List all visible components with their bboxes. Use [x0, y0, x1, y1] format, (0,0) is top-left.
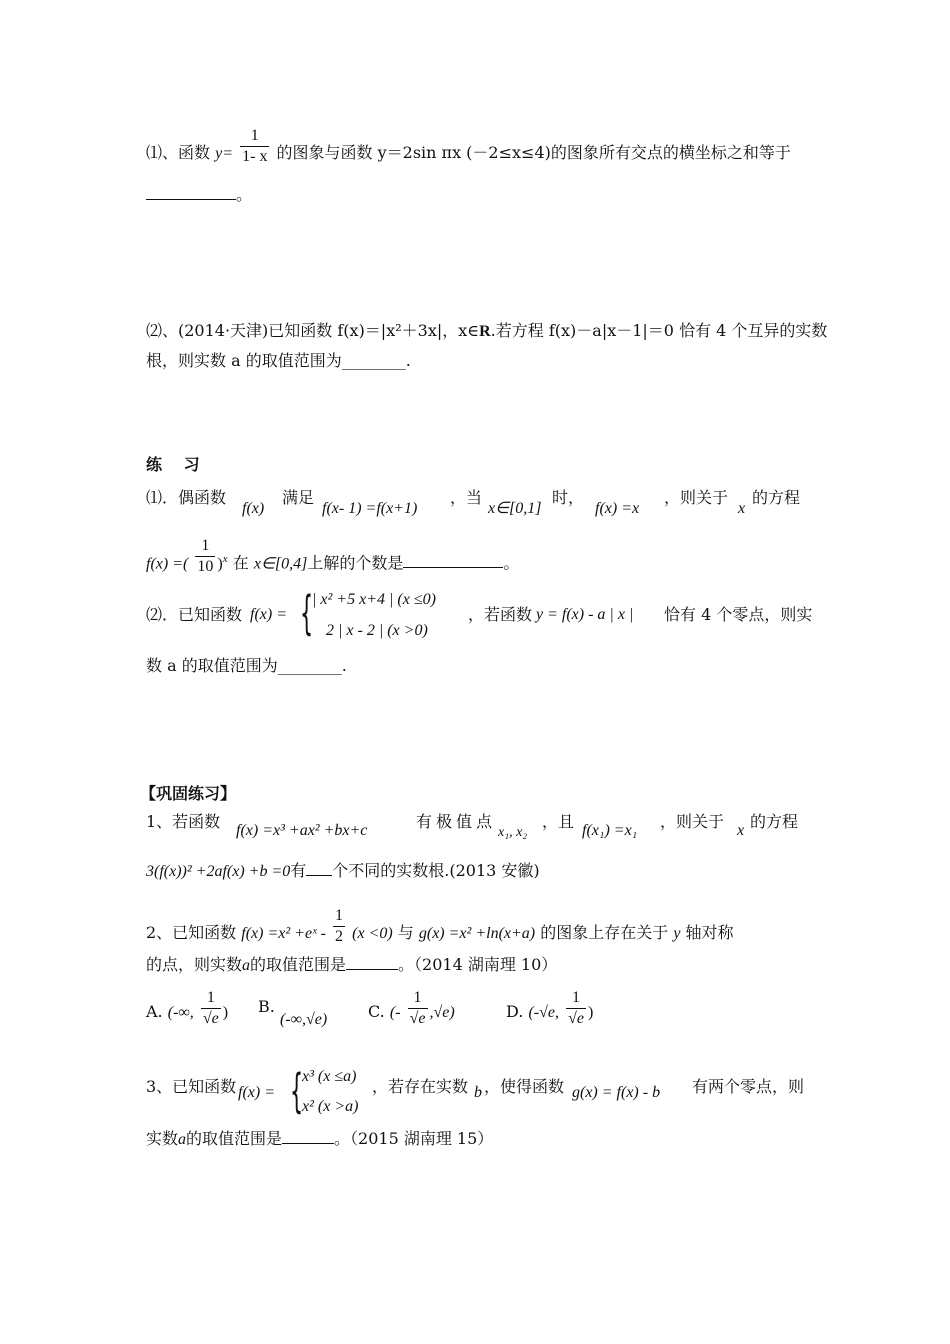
- practice-q2-b: ，若函数: [468, 605, 533, 624]
- problem-1-end: 。: [236, 185, 253, 204]
- review-q1-e: 的方程: [750, 812, 799, 831]
- problem-2-text-c: 根，则实数 a 的取值范围为________.: [146, 351, 411, 370]
- review-q2-fden: 2: [335, 928, 344, 945]
- review-q3-brace: {: [290, 1064, 304, 1118]
- option-a-num: 1: [206, 989, 215, 1006]
- practice-q1-end: 。: [503, 553, 520, 573]
- problem-1-denominator: 1- x: [242, 148, 268, 165]
- review-q3-g: g(x) = f(x) - b: [572, 1084, 661, 1101]
- review-q3-a: 3、已知函数: [146, 1077, 237, 1096]
- problem-1-fraction: [240, 126, 269, 167]
- option-b-label: B.: [258, 997, 275, 1016]
- review-q2-gx: g(x) =x² +ln(x+a): [418, 925, 536, 942]
- option-a-text: (-∞,: [167, 1004, 194, 1021]
- option-c-den: √e: [409, 1010, 426, 1027]
- review-q3-fx: f(x) =: [238, 1084, 275, 1101]
- review-q3-a-var: a: [178, 1131, 187, 1148]
- option-a-label: A.: [146, 1002, 163, 1021]
- practice-q1-b: 满足: [282, 488, 315, 507]
- practice-q1-c: ，当: [450, 488, 483, 507]
- review-q2-line2a: 的点，则实数: [146, 955, 243, 974]
- review-q2-fx-right: (x <0): [352, 925, 393, 942]
- practice-q2-g: y = f(x) - a | x |: [536, 606, 634, 623]
- practice-q1-h: 上解的个数是: [307, 553, 404, 573]
- problem-1-line-1: [146, 127, 791, 167]
- option-d-end: ): [587, 1004, 594, 1021]
- practice-q1-f: 的方程: [752, 488, 801, 507]
- practice-q1-fx: f(x): [242, 500, 265, 517]
- practice-q1-x: x: [738, 500, 746, 517]
- practice-q2-brace: {: [300, 586, 314, 640]
- review-q1-x: x: [737, 822, 745, 839]
- practice-q1-eq2-fraction: [195, 536, 215, 577]
- practice-q2-fx: f(x) =: [250, 606, 287, 623]
- practice-q1-eq2-den: 10: [197, 558, 214, 576]
- problem-1-answer-blank[interactable]: [146, 185, 236, 200]
- practice-q1-e: ，则关于: [664, 488, 729, 507]
- option-d-num: 1: [572, 989, 581, 1006]
- review-q2-fraction: [333, 906, 345, 947]
- practice-q2-label-line: [146, 604, 242, 626]
- option-d-den: √e: [568, 1010, 584, 1027]
- option-d-label: D.: [506, 1002, 524, 1021]
- problem-1-label: ⑴、函数: [146, 143, 211, 162]
- review-q3-line2b: 的取值范围是: [186, 1129, 283, 1148]
- review-q1-g: 个不同的实数根.(2013 安徽): [332, 861, 540, 880]
- review-q1-c: ，且: [542, 812, 575, 831]
- review-q2-option-a[interactable]: [146, 989, 229, 1029]
- option-a-den: √e: [202, 1010, 219, 1027]
- option-a-fraction: [201, 988, 221, 1029]
- problem-2-line-1: [146, 320, 827, 343]
- review-q3-line2c: 。（2015 湖南理 15）: [334, 1129, 494, 1148]
- review-q1-b: 有极值点: [416, 812, 497, 831]
- problem-2-line-2: [146, 350, 411, 372]
- practice-q1-eq: f(x) =x: [595, 500, 640, 517]
- practice-q1-cond: f(x- 1) =f(x+1): [322, 500, 418, 517]
- practice-q1-eq2-exp: x: [222, 553, 228, 565]
- problem-2-text-b: .若方程 f(x)－a|x－1|＝0 恰有 4 个互异的实数: [490, 321, 828, 340]
- review-q1-cond: f(x₁) =x₁: [582, 822, 638, 839]
- review-q3-line2a: 实数: [146, 1129, 179, 1148]
- review-q2-line-2: [146, 954, 557, 977]
- review-q3-case2: x² (x >a): [302, 1098, 359, 1115]
- practice-q1-dom2: x∈[0,4]: [253, 555, 308, 573]
- problem-1-text: 的图象与函数 y＝2sin πx (－2≤x≤4)的图象所有交点的横坐标之和等于: [276, 143, 791, 162]
- practice-q1-g: 在: [232, 553, 249, 573]
- option-d-fraction: [566, 988, 586, 1029]
- problem-1-line-2: [146, 184, 252, 206]
- review-q1-f: 有: [290, 861, 307, 880]
- practice-q1-eq2-num: 1: [201, 537, 210, 555]
- review-q1-line-2: [146, 860, 540, 883]
- option-b-text: (-∞,√e): [279, 1011, 328, 1028]
- review-q1-d: ，则关于: [660, 812, 725, 831]
- review-q3-case1: x³ (x ≤a): [302, 1068, 357, 1085]
- review-q2-line2c: 。（2014 湖南理 10）: [398, 955, 558, 974]
- option-c-fraction: [408, 988, 428, 1029]
- problem-1-y: y=: [215, 145, 234, 162]
- review-q2-b: 与: [397, 923, 414, 942]
- review-q1-pts: x₁, x₂: [498, 825, 528, 840]
- practice-q1-d: 时，: [552, 488, 585, 507]
- problem-2-real-set: R: [479, 323, 491, 340]
- practice-q1-eq2-left: f(x) =(: [146, 555, 189, 573]
- practice-q2-c: 恰有 4 个零点，则实: [664, 605, 813, 624]
- review-q2-line2b: 的取值范围是: [250, 955, 347, 974]
- review-q3-b: ，若存在实数: [372, 1077, 469, 1096]
- review-q2-line-1: [146, 907, 734, 947]
- review-q3-bvar: b: [474, 1084, 482, 1101]
- option-c-label: C.: [368, 1002, 385, 1021]
- review-q2-option-d[interactable]: [506, 989, 594, 1029]
- practice-q2-case1: | x² +5 x+4 | (x ≤0): [312, 591, 436, 608]
- review-q2-c: 的图象上存在关于: [540, 923, 669, 942]
- review-q1-a: 1、若函数: [146, 812, 221, 831]
- review-q2-d: 轴对称: [685, 923, 734, 942]
- option-c-end: ,√e): [429, 1004, 455, 1021]
- practice-q1-dom: x∈[0,1]: [488, 500, 542, 517]
- review-q2-a-var: a: [242, 957, 251, 974]
- review-q2-fx-left: f(x) =x² +eˣ -: [241, 925, 326, 942]
- practice-q1-line-2: [146, 537, 520, 577]
- review-heading: 【巩固练习】: [140, 784, 237, 803]
- review-q1-answer-blank[interactable]: [306, 861, 332, 876]
- option-a-end: ): [222, 1004, 229, 1021]
- review-q3-d: 有两个零点，则: [692, 1077, 805, 1096]
- review-q2-answer-blank[interactable]: [346, 955, 398, 970]
- practice-q1-a: ⑴．偶函数: [146, 488, 227, 507]
- review-q2-fnum: 1: [335, 907, 344, 924]
- review-q2-option-c[interactable]: [368, 989, 455, 1029]
- option-d-text: (-√e,: [528, 1004, 559, 1021]
- problem-2-text-a: ⑵、(2014·天津)已知函数 f(x)＝|x²＋3x|，x∈: [146, 321, 480, 340]
- review-q3-c: ，使得函数: [484, 1077, 565, 1096]
- review-q2-option-b[interactable]: [258, 996, 328, 1028]
- review-q3-answer-blank[interactable]: [282, 1129, 334, 1144]
- review-q3-line-2: [146, 1128, 493, 1151]
- practice-q1-line-1: [146, 487, 226, 509]
- practice-q1-answer-blank[interactable]: [403, 553, 503, 568]
- review-q1-fx: f(x) =x³ +ax² +bx+c: [236, 822, 368, 839]
- review-q1-eq: 3(f(x))² +2af(x) +b =0: [146, 863, 291, 880]
- practice-heading: 练 习: [146, 455, 208, 474]
- practice-q2-line-2: 数 a 的取值范围为________.: [146, 656, 347, 675]
- practice-q2-a: ⑵．已知函数: [146, 605, 243, 624]
- option-c-num: 1: [413, 989, 422, 1006]
- practice-q2-case2: 2 | x - 2 | (x >0): [326, 622, 428, 639]
- review-q2-a: 2、已知函数: [146, 923, 237, 942]
- option-c-text: (-: [389, 1004, 401, 1021]
- practice-q1-eq2-right: ): [217, 555, 223, 573]
- review-q2-y: y: [673, 925, 681, 942]
- problem-1-numerator: 1: [250, 127, 259, 144]
